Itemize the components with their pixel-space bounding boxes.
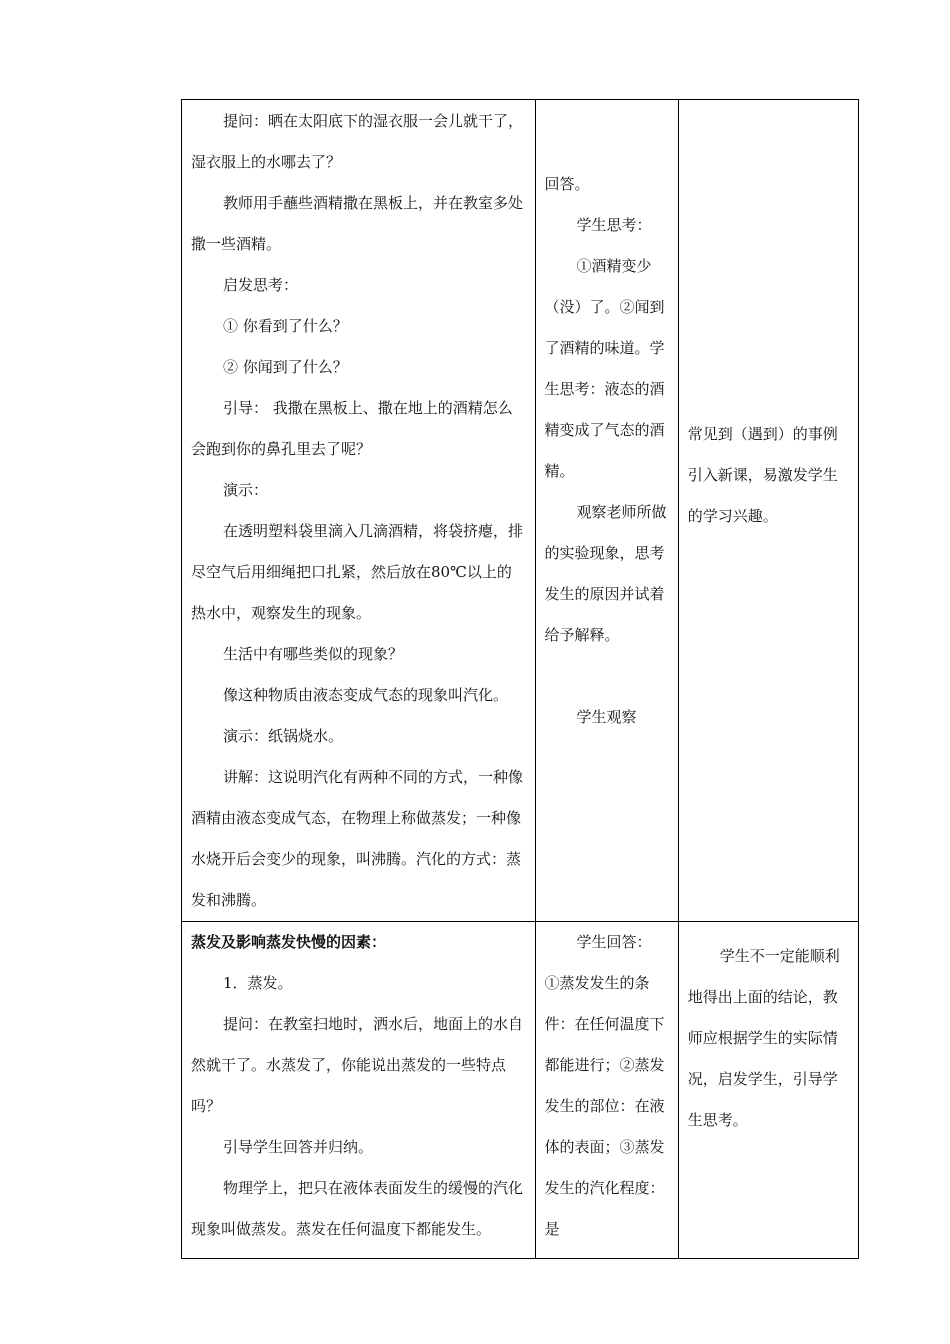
paragraph: 像这种物质由液态变成气态的现象叫汽化。 [223,686,509,704]
paragraph: 学生不一定能顺利地得出上面的结论，教师应根据学生的实际情况，启发学生，引导学生思考。 [687,947,840,1129]
paragraph: 提问：晒在太阳底下的湿衣服一会儿就干了，湿衣服上的水哪去了？ [191,112,524,171]
teacher-activity-cell [182,922,536,1259]
paragraph: 观察老师所做的实验现象，思考发生的原因并试着给予解释。 [544,503,667,644]
paragraph: 回答。 [544,175,590,193]
student-activity-cell [535,922,678,1259]
paragraph: 提问：在教室扫地时，洒水后，地面上的水自然就干了。水蒸发了，你能说出蒸发的一些特点吗？ [191,1015,524,1115]
paragraph: 1．蒸发。 [223,974,293,992]
design-intent-cell [678,922,858,1259]
paragraph: 引导学生回答并归纳。 [223,1138,374,1156]
paragraph: 引导： 我撒在黑板上、撒在地上的酒精怎么会跑到你的鼻孔里去了呢？ [191,399,513,458]
paragraph: 演示： [223,481,269,499]
paragraph: ①蒸发发生的条件：在任何温度下都能进行；②蒸发发生的部位：在液体的表面；③蒸发发生的汽化程度：是 [544,974,665,1238]
paragraph: ① 你看到了什么？ [223,317,348,335]
table-row [182,100,859,922]
paragraph: 常见到（遇到）的事例引入新课，易激发学生的学习兴趣。 [687,425,838,525]
teacher-activity-cell [182,100,536,922]
table-row [182,922,859,1259]
student-activity-cell [535,100,678,922]
paragraph: 教师用手蘸些酒精撒在黑板上，并在教室多处撒一些酒精。 [191,194,524,253]
paragraph: 演示：纸锅烧水。 [223,727,344,745]
paragraph: ①酒精变少（没）了。②闻到了酒精的味道。学生思考：液态的酒精变成了气态的酒精。 [544,257,665,480]
design-intent-cell [678,100,858,922]
paragraph: 学生回答： [576,933,652,951]
paragraph: 启发思考： [223,276,299,294]
paragraph: 在透明塑料袋里滴入几滴酒精，将袋挤瘪，排尽空气后用细绳把口扎紧，然后放在80℃以上的热水中，观察发生的现象。 [191,522,524,622]
paragraph: ② 你闻到了什么？ [223,358,348,376]
paragraph: 讲解：这说明汽化有两种不同的方式，一种像酒精由液态变成气态，在物理上称做蒸发；一种像水烧开后会变少的现象，叫沸腾。汽化的方式：蒸发和沸腾。 [191,768,524,909]
paragraph: 物理学上，把只在液体表面发生的缓慢的汽化现象叫做蒸发。蒸发在任何温度下都能发生。 [191,1179,524,1238]
section-heading: 蒸发及影响蒸发快慢的因素： [191,933,387,951]
paragraph: 学生思考： [576,216,652,234]
paragraph: 学生观察 [576,708,637,726]
lesson-plan-table [181,99,859,1259]
paragraph: 生活中有哪些类似的现象？ [223,645,404,663]
